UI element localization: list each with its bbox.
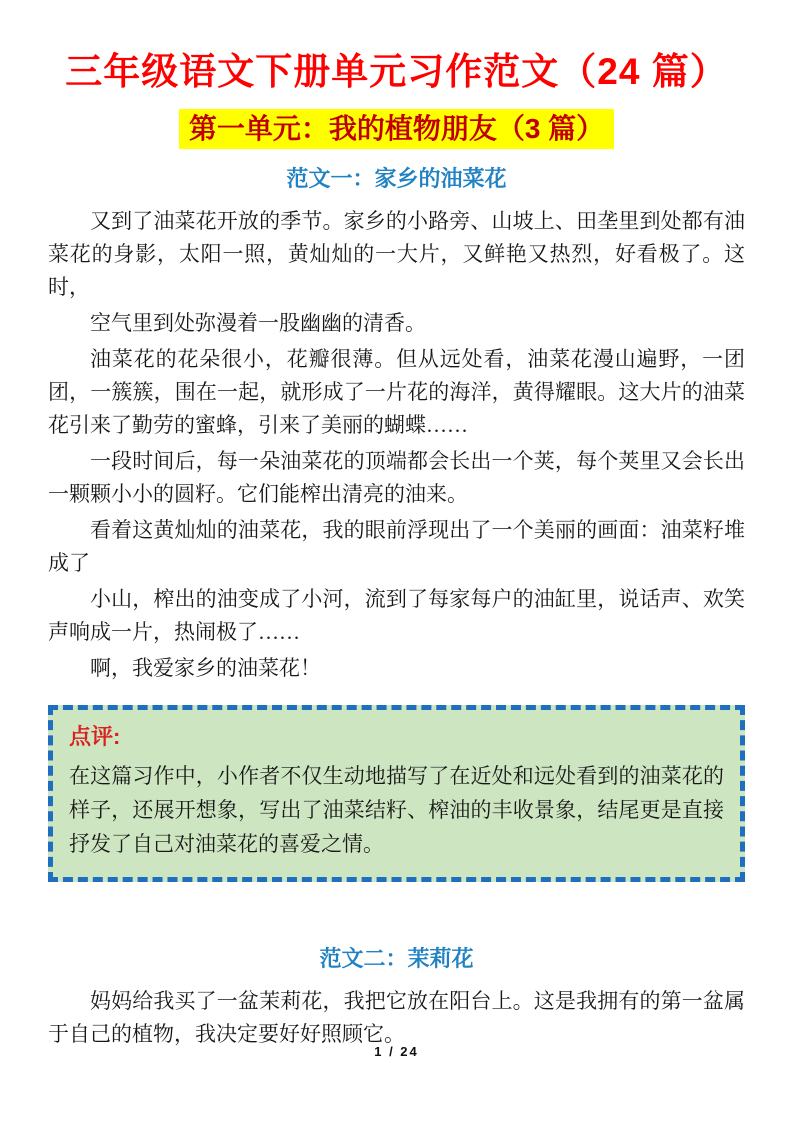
essay2-body — [48, 985, 745, 1051]
page-number: 1 / 24 — [374, 1044, 419, 1059]
essay2-paragraph: 妈妈给我买了一盆茉莉花，我把它放在阳台上。这是我拥有的第一盆属于自己的植物，我决定要好好照顾它。 — [48, 988, 745, 1046]
unit-heading: 第一单元：我的植物朋友（3 篇） — [179, 109, 614, 149]
essay1-paragraph: 啊，我爱家乡的油菜花！ — [90, 655, 321, 680]
review-text: 在这篇习作中，小作者不仅生动地描写了在近处和远处看到的油菜花的样子，还展开想象，写出了油菜结籽、榨油的丰收景象，结尾更是直接抒发了自己对油菜花的喜爱之情。 — [69, 763, 724, 856]
essay1-paragraph: 油菜花的花朵很小，花瓣很薄。但从远处看，油菜花漫山遍野，一团团，一簇簇，围在一起，就形成了一片花的海洋，黄得耀眼。这大片的油菜花引来了勤劳的蜜蜂，引来了美丽的蝴蝶…… — [48, 346, 745, 437]
essay1-paragraph: 小山，榨出的油变成了小河，流到了每家每户的油缸里，说话声、欢笑声响成一片，热闹极了…… — [48, 586, 745, 644]
unit-heading-row — [48, 109, 745, 149]
essay2-heading: 范文二：茉莉花 — [319, 945, 474, 971]
essay1-heading: 范文一：家乡的油菜花 — [286, 165, 507, 191]
page-title: 三年级语文下册单元习作范文（24 篇） — [65, 51, 728, 92]
essay1-paragraph: 空气里到处弥漫着一股幽幽的清香。 — [90, 310, 426, 335]
essay1-paragraph: 又到了油菜花开放的季节。家乡的小路旁、山坡上、田垄里到处都有油菜花的身影，太阳一照，黄灿灿的一大片，又鲜艳又热烈，好看极了。这时， — [48, 208, 745, 299]
essay1-body — [48, 205, 745, 685]
essay1-paragraph: 一段时间后，每一朵油菜花的顶端都会长出一个荚，每个荚里又会长出一颗颗小小的圆籽。它们能榨出清亮的油来。 — [48, 448, 745, 506]
essay1-paragraph: 看着这黄灿灿的油菜花，我的眼前浮现出了一个美丽的画面：油菜籽堆成了 — [48, 517, 745, 575]
review-box — [48, 705, 745, 882]
review-label: 点评: — [69, 723, 121, 749]
